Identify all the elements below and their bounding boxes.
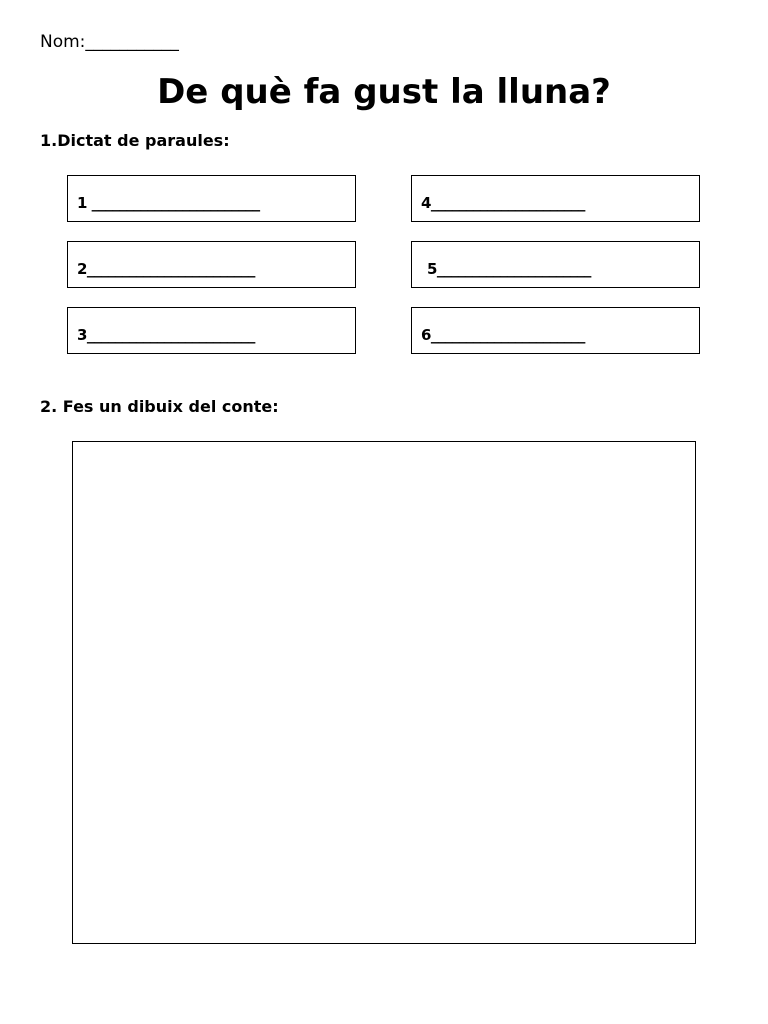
dictation-answer-box-4[interactable] xyxy=(411,175,700,222)
worksheet-title: De què fa gust la lluna? xyxy=(157,72,611,112)
drawing-section-heading: 2. Fes un dibuix del conte: xyxy=(40,397,279,416)
student-name-field[interactable]: Nom:___________ xyxy=(40,32,179,52)
dictation-answer-box-5[interactable] xyxy=(411,241,700,288)
dictation-answer-box-1[interactable] xyxy=(67,175,356,222)
dictation-answer-box-6[interactable] xyxy=(411,307,700,354)
drawing-box[interactable] xyxy=(72,441,696,944)
dictation-answer-box-3[interactable] xyxy=(67,307,356,354)
dictation-answer-line-1: 1 ________________________ xyxy=(77,194,260,212)
dictation-answer-line-4: 4______________________ xyxy=(421,194,585,212)
dictation-answer-line-6: 6______________________ xyxy=(421,326,585,344)
dictation-answer-line-5: 5______________________ xyxy=(427,260,591,278)
dictation-answer-line-3: 3________________________ xyxy=(77,326,255,344)
dictation-answer-line-2: 2________________________ xyxy=(77,260,255,278)
dictation-section-heading: 1.Dictat de paraules: xyxy=(40,131,230,150)
dictation-answer-box-2[interactable] xyxy=(67,241,356,288)
